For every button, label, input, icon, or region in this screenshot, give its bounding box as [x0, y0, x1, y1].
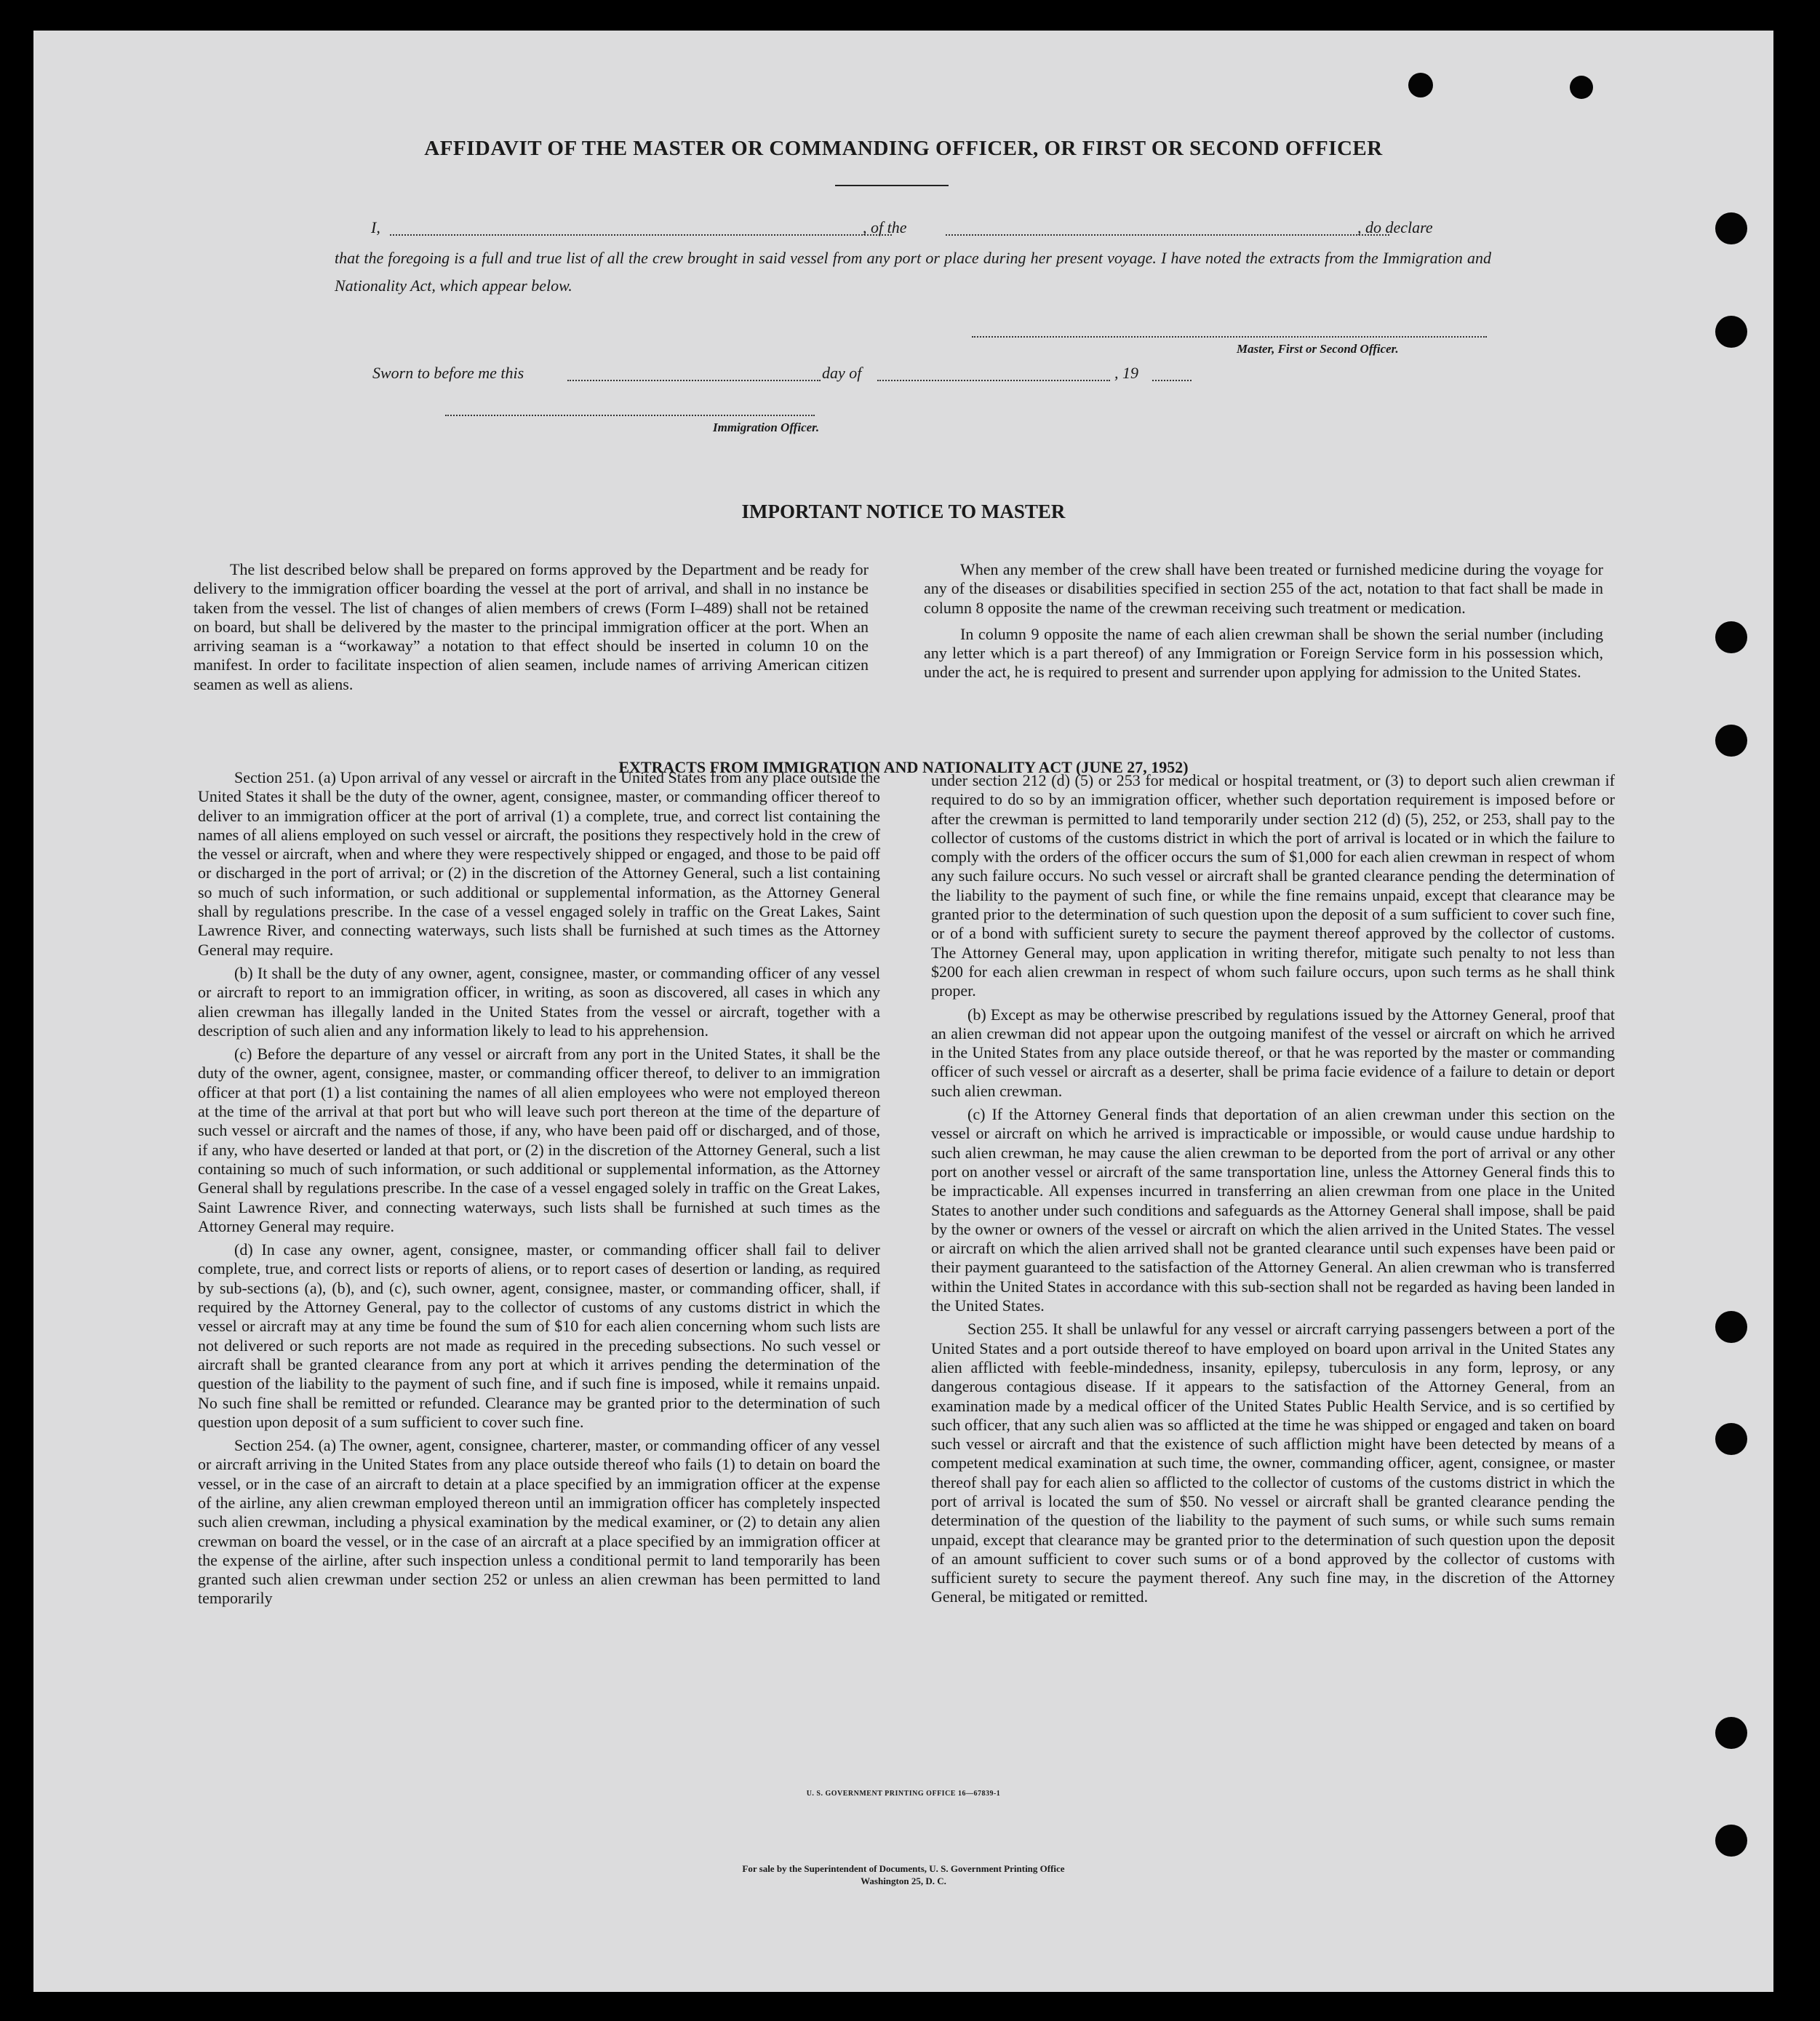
section-251-d: (d) In case any owner, agent, consignee, master, or commanding officer shall fail to deliver complete, true, and correct lists or reports of aliens, or to report cases of desertion or landing, as required by sub-sections (a), (b), and (c), such owner, agent, consignee, master, or commanding officer, shall, if required by the Attorney General, pay to the collector of customs of any customs district in which the vessel or aircraft may at any time be found the sum of $10 for each alien concerning whom such lists are not delivered or such reports are not made as required in the preceding subsections. No such vessel or aircraft shall be granted clearance from any port at which it arrives pending the determination of the question of the liability to the payment of such fine, and if such fine is imposed, while it remains unpaid. No such fine shall be remitted or refunded. Clearance may be granted prior to the determination of such question upon deposit of a sum sufficient to cover such fine.	[198, 1240, 880, 1431]
section-255: Section 255. It shall be unlawful for any vessel or aircraft carrying passengers between a port of the United States and a port outside thereof to have employed on board upon arrival in the United States any alien afflicted with feeble-mindedness, insanity, epilepsy, tuberculosis in any form, leprosy, or any dangerous contagious disease. If it appears to the satisfaction of the Attorney General, from an examination made by a medical officer of the United States Public Health Service, and is so certified by such officer, that any such alien was so afflicted at the time he was shipped or engaged and taken on board such vessel or aircraft and that the existence of such affliction might have been detected by means of a competent medical examination at such time, the owner, commanding officer, agent, consignee, or master thereof shall pay for each alien so afflicted to the collector of customs of the customs district in which the port of arrival is located the sum of $50. No vessel or aircraft shall be granted clearance pending the determination of the question of the liability to the payment of such sums, or while such sums remain unpaid, except that clearance may be granted prior to the determination of such question upon the deposit of an amount sufficient to cover such sums or of a bond approved by the collector of customs with sufficient surety to secure the payment thereof. Any such fine may, in the discretion of the Attorney General, be mitigated or remitted.	[931, 1320, 1615, 1606]
punch-hole	[1715, 212, 1747, 244]
section-251-a: Section 251. (a) Upon arrival of any vessel or aircraft in the United States from any place outside the United States it shall be the duty of the owner, agent, consignee, master, or commanding officer thereof to deliver to an immigration officer at the port of arrival (1) a complete, true, and correct list containing the names of all aliens employed on such vessel or aircraft, the positions they respectively hold in the crew of the vessel or aircraft, when and where they were respectively shipped or engaged, and those to be paid off or discharged in the port of arrival; or (2) in the discretion of the Attorney General, such a list containing so much of such information, or such additional or supplemental information, as the Attorney General shall by regulations prescribe. In the case of a vessel engaged solely in traffic on the Great Lakes, Saint Lawrence River, and connecting waterways, such lists shall be furnished at such times as the Attorney General may require.	[198, 768, 880, 959]
punch-hole	[1570, 76, 1593, 99]
document-page	[33, 31, 1773, 1992]
section-254-a: Section 254. (a) The owner, agent, consignee, charterer, master, or commanding officer of any vessel or aircraft arriving in the United States from any place outside thereof who fails (1) to detain on board the vessel, or in the case of an aircraft to detain at a place specified by an immigration officer at the expense of the airline, any alien crewman employed thereon until an immigration officer has completely inspected such alien crewman, including a physical examination by the medical examiner, or (2) to detain any alien crewman on board the vessel, or in the case of an aircraft at a place specified by an immigration officer at the expense of the airline, after such inspection unless a conditional permit to land temporarily has been granted such alien crewman under section 252 or unless an alien crewman has been permitted to land temporarily	[198, 1436, 880, 1608]
year-label: , 19	[1114, 364, 1138, 382]
extracts-left-column	[198, 768, 880, 1613]
vessel-field[interactable]	[946, 234, 1389, 236]
sale-line-1: For sale by the Superintendent of Documents, U. S. Government Printing Office	[742, 1863, 1065, 1874]
sworn-day-field[interactable]	[567, 380, 821, 381]
punch-hole	[1715, 1423, 1747, 1455]
notice-left-paragraph: The list described below shall be prepared on forms approved by the Department and be ready for delivery to the immigration officer boarding the vessel at the port of arrival, and shall in no instance be taken from the vessel. The list of changes of alien members of crews (Form I–489) shall not be retained on board, but shall be delivered by the master to the principal immigration officer at the port. When an arriving seaman is a “workaway” a notation to that effect should be inserted in column 10 on the manifest. In order to facilitate inspection of alien seamen, include names of arriving American citizen seamen as well as aliens.	[193, 560, 869, 693]
extracts-title: EXTRACTS FROM IMMIGRATION AND NATIONALITY ACT (JUNE 27, 1952)	[618, 758, 1189, 776]
declaration-text: that the foregoing is a full and true list of all the crew brought in said vessel from any port or place during her present voyage. I have noted the extracts from the Immigration and Nationality Act, which appear below.	[335, 249, 1491, 295]
section-254-c: (c) If the Attorney General finds that deportation of an alien crewman under this section on the vessel or aircraft on which he arrived is impracticable or impossible, or would cause undue hardship to such alien crewman, he may cause the alien crewman to be deported from the port of arrival or any other port on another vessel or aircraft of the same transportation line, unless the Attorney General finds this to be impracticable. All expenses incurred in transferring an alien crewman from one place in the United States to another under such conditions and safeguards as the Attorney General shall impose, shall be paid by the owner or owners of the vessel or aircraft on which the alien arrived in the United States. The vessel or aircraft on which the alien arrived shall not be granted clearance until such expenses have been paid or their payment guaranteed to the satisfaction of the Attorney General. An alien crewman who is transferred within the United States in accordance with this sub-section shall not be regarded as having been landed in the United States.	[931, 1105, 1615, 1315]
notice-right-paragraph-2: In column 9 opposite the name of each alien crewman shall be shown the serial number (including any letter which is a part thereof) of any Immigration or Foreign Service form in his possession which, under the act, he is required to present and surrender upon applying for admission to the United States.	[924, 624, 1603, 682]
punch-hole	[1715, 1717, 1747, 1749]
section-254-a-continued: under section 212 (d) (5) or 253 for medical or hospital treatment, or (3) to deport such alien crewman if required to do so by an immigration officer, whether such deportation requirement is imposed before or after the crewman is permitted to land temporarily under section 212 (d) (5), 252, or 253, shall pay to the collector of customs of the customs district in which the port of arrival is located or in which the failure to comply with the orders of the officer occurs the sum of $1,000 for each alien crewman in respect of whom any such failure occurs. No such vessel or aircraft shall be granted clearance pending the determination of the liability to the payment of such fine, or while the fine remains unpaid, except that clearance may be granted prior to the determination of such question upon the deposit of a sum sufficient to cover such fine, or of a bond with sufficient surety to secure the payment thereof approved by the collector of customs. The Attorney General may, upon application in writing therefor, mitigate such penalty to not less than $200 for each alien crewman in respect of whom such failure occurs, upon such terms as he shall think proper.	[931, 771, 1615, 1000]
notice-right-paragraph-1: When any member of the crew shall have been treated or furnished medicine during the voyage for any of the diseases or disabilities specified in section 255 of the act, notation to that fact shall be made in column 8 opposite the name of the crewman receiving such treatment or medication.	[924, 560, 1603, 617]
punch-hole	[1715, 316, 1747, 348]
of-the-label: , of the	[863, 218, 907, 236]
punch-hole	[1715, 1825, 1747, 1857]
extracts-right-column	[931, 771, 1615, 1611]
gpo-imprint: U. S. GOVERNMENT PRINTING OFFICE 16—67839-1	[806, 1790, 1001, 1798]
name-field[interactable]	[390, 234, 892, 236]
punch-hole	[1715, 725, 1747, 757]
day-of-label: day of	[822, 364, 862, 382]
officer-signature-label: Immigration Officer.	[713, 420, 820, 434]
sworn-label: Sworn to before me this	[372, 364, 524, 382]
title-rule	[835, 185, 949, 186]
section-254-b: (b) Except as may be otherwise prescribed by regulations issued by the Attorney General, proof that an alien crewman did not appear upon the outgoing manifest of the vessel or aircraft on which he arrived in the United States from any place outside thereof, or that he was reported by the master or commanding officer of such vessel or aircraft as a deserter, shall be prima facie evidence of a failure to detain or deport such alien crewman.	[931, 1005, 1615, 1100]
sale-line-2: Washington 25, D. C.	[861, 1875, 946, 1886]
sworn-month-field[interactable]	[877, 380, 1110, 381]
do-declare-label: , do declare	[1357, 218, 1433, 236]
officer-signature-line[interactable]	[445, 415, 815, 416]
master-signature-line[interactable]	[972, 336, 1487, 338]
punch-hole	[1715, 1311, 1747, 1343]
section-251-c: (c) Before the departure of any vessel or aircraft from any port in the United States, it shall be the duty of the owner, agent, consignee, master, or commanding officer thereof, to deliver to an immigration officer at that port (1) a list containing the names of all alien employees who were not employed thereon at the time of the arrival at that port but who will leave such port thereon at the time of the departure of such vessel or aircraft and the names of those, if any, who have been paid off or discharged, and of those, if any, who have deserted or landed at that port, or (2) in the discretion of the Attorney General, such a list containing so much of such information, or such additional or supplemental information, as the Attorney General shall by regulations prescribe. In the case of a vessel engaged solely in traffic on the Great Lakes, Saint Lawrence River, and connecting waterways, such lists shall be furnished at such times as the Attorney General may require.	[198, 1045, 880, 1235]
notice-left-column	[193, 560, 869, 698]
sale-notice	[33, 1862, 1773, 1887]
i-label: I,	[371, 218, 380, 236]
notice-title: IMPORTANT NOTICE TO MASTER	[741, 501, 1066, 522]
master-signature-label: Master, First or Second Officer.	[1237, 342, 1399, 356]
punch-hole	[1408, 73, 1433, 97]
sworn-year-field[interactable]	[1152, 380, 1192, 381]
section-251-b: (b) It shall be the duty of any owner, agent, consignee, master, or commanding officer of any vessel or aircraft to report to an immigration officer, in writing, as soon as discovered, all cases in which any alien crewman has illegally landed in the United States from the vessel or aircraft, together with a description of such alien and any information likely to lead to his apprehension.	[198, 963, 880, 1040]
affidavit-title: AFFIDAVIT OF THE MASTER OR COMMANDING OFFICER, OR FIRST OR SECOND OFFICER	[424, 137, 1383, 160]
notice-right-column	[924, 560, 1603, 687]
punch-hole	[1715, 621, 1747, 653]
